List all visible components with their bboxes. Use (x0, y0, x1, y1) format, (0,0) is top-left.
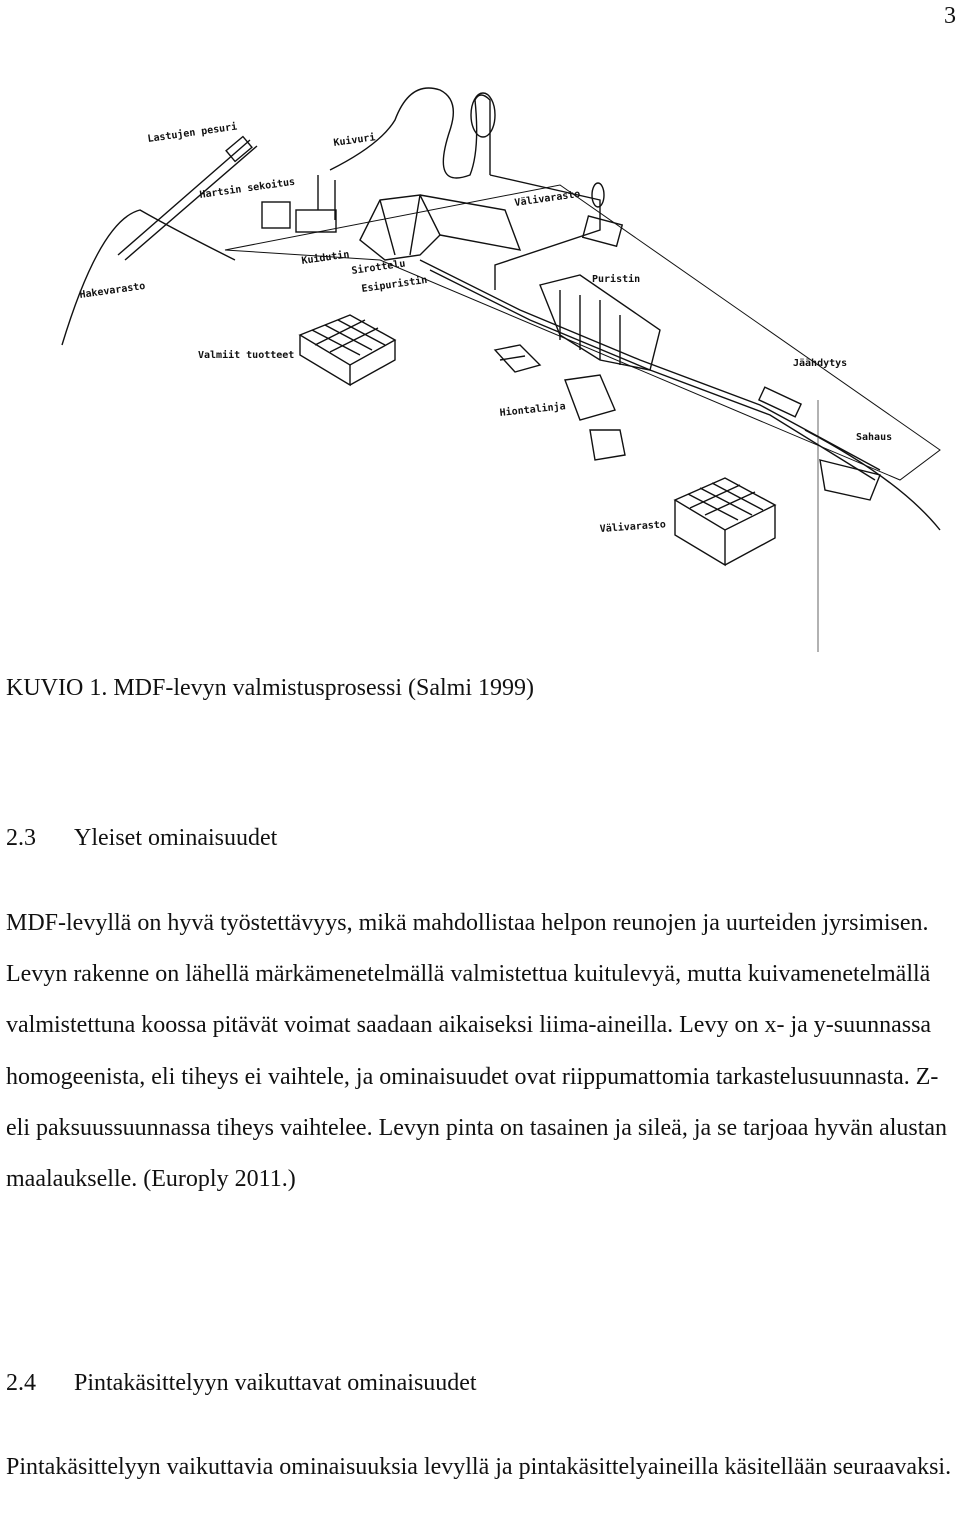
saw-station (820, 460, 880, 500)
dryer-pipe (330, 88, 490, 178)
label-puristin: Puristin (592, 274, 641, 285)
section-heading-2-3 (6, 820, 277, 856)
label-kuidutin: Kuidutin (300, 249, 351, 267)
intermediate-silo (583, 216, 623, 246)
cyclone (471, 93, 495, 137)
sanding-device (590, 430, 625, 460)
label-hiontalinja: Hiontalinja (499, 401, 567, 419)
label-kuivuri: Kuivuri (332, 132, 377, 149)
section-title: Pintakäsittelyyn vaikuttavat ominaisuudet (74, 1370, 477, 1396)
label-sahaus: Sahaus (856, 432, 893, 443)
label-hakevarasto: Hakevarasto (78, 280, 147, 301)
section-number: 2.4 (6, 1370, 36, 1396)
label-lastujen-pesuri: Lastujen pesuri (146, 121, 238, 145)
section-2-3-body: MDF-levyllä on hyvä työstettävyys, mikä mahdollistaa helpon reunojen ja uurteiden jyrsimisen. Levyn rakenne on lähellä märkämenetelmällä valmistettua kuitulevyä, mutta kuivamenetelmällä valmistettuna koossa pitävät voimat saadaan aikaiseksi liima-aineilla. Levy on x- ja y-suunnassa homogeenista, eli tiheys ei vaihtele, ja ominaisuudet ovat riippumattomia tarkastelusuunnasta. Z- eli paksuussuunnassa tiheys vaihtelee. Levyn pinta on tasainen ja sileä, ja se tarjoaa hyvän alustan maalaukselle. (Europly 2011.) (6, 910, 948, 1193)
floor-outline (225, 185, 940, 480)
section-2-4-body: Pintakäsittelyyn vaikuttavia ominaisuuksia levyllä ja pintakäsittelyaineilla käsitellään seuraavaksi. (6, 1454, 952, 1480)
hill-left (62, 210, 235, 345)
former-building (360, 195, 440, 260)
figure-caption: KUVIO 1. MDF-levyn valmistusprosessi (Salmi 1999) (6, 675, 534, 701)
sanding-line (565, 375, 615, 420)
cooling-unit (759, 387, 801, 417)
label-valivarasto-top: Välivarasto (513, 188, 582, 209)
section-heading-2-4 (6, 1365, 477, 1401)
finished-products-stack (300, 315, 395, 385)
former-roof (420, 195, 520, 250)
mdf-process-drawing (0, 60, 960, 660)
offcut-boxes (495, 345, 540, 372)
label-sirottelu: Sirottelu (350, 258, 407, 277)
intermediate-storage-stack (675, 478, 775, 565)
resin-tanks (262, 202, 290, 228)
process-diagram (0, 60, 960, 660)
section-number: 2.3 (6, 825, 36, 851)
label-jaahdytys: Jäähdytys (793, 358, 848, 369)
label-hartsin-sekoitus: Hartsin sekoitus (198, 176, 296, 201)
defibrator (296, 210, 336, 232)
section-title: Yleiset ominaisuudet (74, 825, 278, 851)
page-number: 3 (944, 3, 956, 29)
label-esipuristin: Esipuristin (360, 274, 429, 295)
hake-conveyor (118, 140, 257, 260)
label-valmiit-tuotteet: Valmiit tuotteet (198, 350, 295, 361)
label-valivarasto-bottom: Välivarasto (599, 519, 667, 535)
hill-right (805, 430, 940, 530)
